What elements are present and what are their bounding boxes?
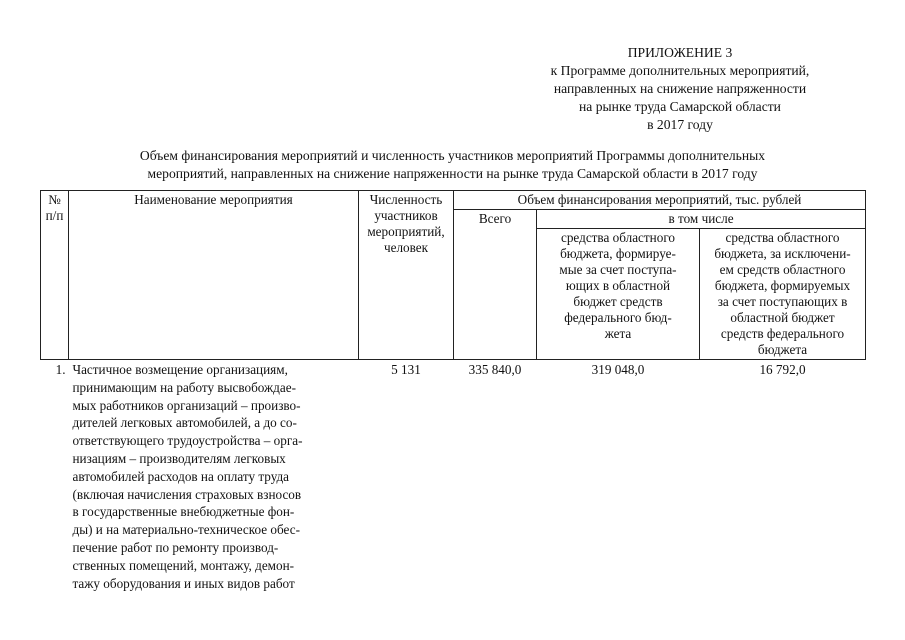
row-total: 335 840,0 [468,362,522,377]
header-total: Всего [454,210,537,360]
document-title-line: мероприятий, направленных на снижение напряженности на рынке труда Самарской области в 2017 году [147,166,758,181]
header-number: № п/п [41,191,69,360]
document-title-line: Объем финансирования мероприятий и численность участников мероприятий Программы дополнительных [139,148,766,163]
table-row [41,360,866,594]
appendix-line: к Программе дополнительных мероприятий, [550,63,810,78]
appendix-line: направленных на снижение напряженности [553,81,807,96]
header-regional-federal-funds: средства областного бюджета, формируе- мые за счет поступа- ющих в областной бюджет средств федерального бюд- жета [537,229,700,360]
appendix-title: ПРИЛОЖЕНИЕ 3 [627,45,733,60]
appendix-header [520,44,840,134]
row-regional-federal-funds: 319 048,0 [591,362,645,377]
row-activity-name: Частичное возмещение организациям, принимающим на работу высвобождае- мых работников организаций – произво- дителей легковых автомобилей, а до со- ответствующего трудоустройства – орга- низациям – производителям легковых автомобилей расходов на оплату труда (включая начисления страховых взносов в государственные внебюджетные фон- ды) и на материально-техническое обес- печение работ по ремонту производ- ственных помещений, монтажу, демон- тажу оборудования и иных видов работ [72,362,303,591]
funding-table [40,190,866,593]
row-participants: 5 131 [391,362,421,377]
header-regional-excluding-funds: средства областного бюджета, за исключени- ем средств областного бюджета, формируемых за счет поступающих в областной бюджет средств федерального бюджета [700,229,866,360]
document-title [40,147,865,183]
header-funding-volume: Объем финансирования мероприятий, тыс. рублей [454,191,866,210]
row-regional-excluding-funds: 16 792,0 [759,362,806,377]
appendix-line: на рынке труда Самарской области [579,99,781,114]
header-participants: Численность участников мероприятий, человек [359,191,454,360]
header-activity-name: Наименование мероприятия [69,191,359,360]
row-number: 1. [55,362,66,377]
header-including: в том числе [537,210,866,229]
appendix-line: в 2017 году [647,117,713,132]
